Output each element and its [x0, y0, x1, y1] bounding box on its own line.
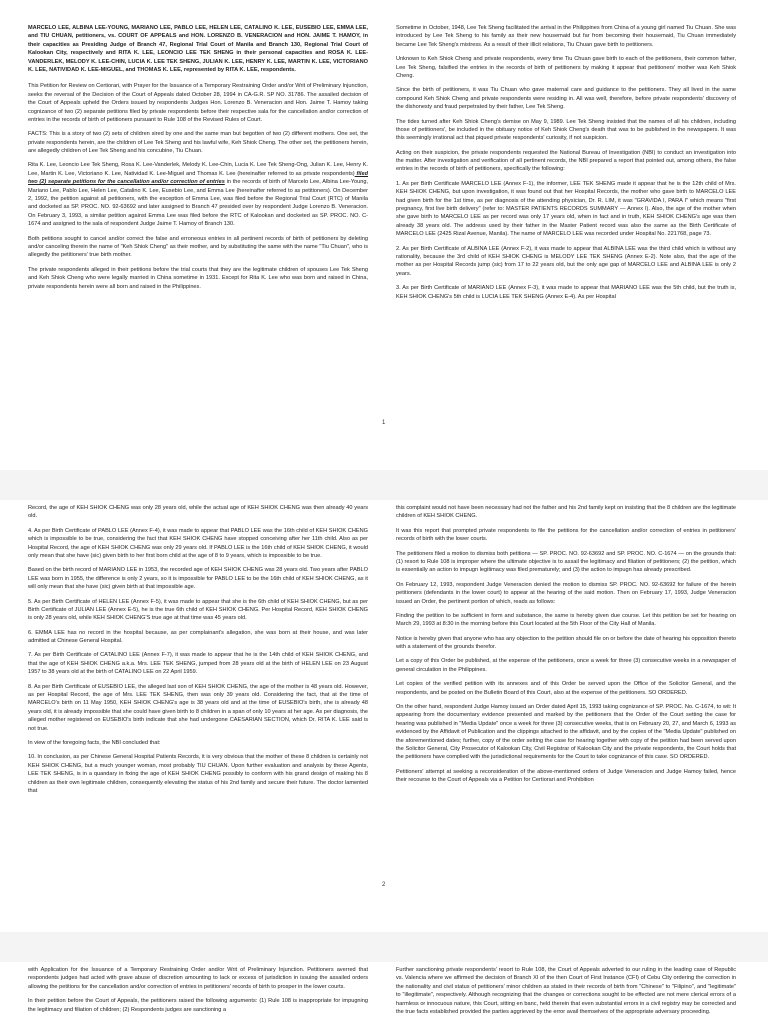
paragraph: 8. As per Birth Certificate of EUSEBIO LEE, the alleged last son of KEH SHIOK CHENG, the age of the mother is 48 years old. However, as per Hospital Record, the age of Mrs. LEE TEK SHENG, then was only 39 years old. Considering the fact, that at the time of MARCELO's birth on 11 May 1950, KEH SHIOK CHENG's age is 38 years old and at the time of EUSEBIO's birth, she is already 48 years old, it is already impossible that she could have given birth to 8 children in a span of only 10 years at her age. As per diagnosis, the alleged mother registered on EUSEBIO's birth indicate that she had undergone CAESARIAN SECTION, which Dr. RITA K. LEE said is not true.: [28, 683, 368, 732]
paragraph: It was this report that prompted private respondents to file the petitions for the cancellation and/or correction of entries in petitioners' records of birth with the lower courts.: [396, 527, 736, 543]
paragraph: 7. As per Birth Certificate of CATALINO LEE (Annex F-7), it was made to appear that he is the 14th child of KEH SHIOK CHENG, and that the age of KEH SHIOK CHENG a.k.a. Mrs. LEE TEK SHENG, jumped from 28 years old at the birth of HELEN LEE on 23 August 1957 to 38 years old at the birth of CATALINO LEE on 22 April 1959.: [28, 652, 368, 676]
paragraph: Petitioners' attempt at seeking a reconsideration of the above-mentioned orders of Judge Veneracion and Judge Hamoy failed, hence their recourse to the Court of Appeals via a Petition for Certiorari and Prohibition: [396, 768, 736, 784]
case-caption: MARCELO LEE, ALBINA LEE-YOUNG, MARIANO LEE, PABLO LEE, HELEN LEE, CATALINO K. LEE, EUSEBIO LEE, EMMA LEE, and TIU CHUAN, petitioners, vs. COURT OF APPEALS and HON. LORENZO B. VENERACION and HON. JAIME T. HAMOY, in their capacities as Presiding Judge of Branch 47, Regional Trial Court of Manila and Branch 130, Regional Trial Court of Kalookan City, respectively and RITA K. LEE, LEONCIO LEE TEK SHENG in their personal capacities and ROSA K. LEE-VANDERLEK, MELODY K. LEE-CHIN, LUCIA K. LEE TEK SHENG, JULIAN K. LEE, HENRY K. LEE, MARTIN K. LEE, VICTORIANO K. LEE, NATIVIDAD K. LEE-MIGUEL, and THOMAS K. LEE, represented by RITA K. LEE, respondents.: [28, 25, 368, 73]
paragraph: 2. As per Birth Certificate of ALBINA LEE (Annex F-2), it was made to appear that ALBINA LEE was the third child which is without any rationality, because the 3rd child of KEH SHIOK CHENG is MELODY LEE TEK SHENG (Annex E-2). Note also, that the age of the mother as per Hospital Records jump (sic) from 17 to 22 years old, but the only age gap of MARCELO LEE and ALBINA LEE is only 2 years.: [396, 245, 736, 277]
emphasized-text: filed two (2) separate petitions for the cancellation and/or correction of entries: [28, 170, 368, 186]
paragraph: The tides turned after Keh Shiok Cheng's demise on May 9, 1989. Lee Tek Sheng insisted that the names of all his children, including those of petitioners', be included in the obituary notice of Keh Shiok Cheng's death that was to be published in the newspapers. It was this seemingly irrational act that piqued private respondents' curiosity, if not suspicion.: [396, 118, 736, 142]
paragraph: Notice is hereby given that anyone who has any objection to the petition should file on or before the date of hearing his opposition thereto with a statement of the grounds therefor.: [396, 635, 736, 651]
paragraph: 4. As per Birth Certificate of PABLO LEE (Annex F-4), it was made to appear that PABLO LEE was the 16th child of KEH SHIOK CHENG which is impossible to be true, considering the fact that KEH SHIOK CHENG have stopped conceiving after her 11th child. Also as per Hospital Record, the age of KEH SHIOK CHENG was only 29 years old. If PABLO LEE is the 16th child of KEH SHIOK CHENG, it would only mean that she have (sic) given birth to her first born child at the age of 8 to 9 years, which is impossible to be true.: [28, 527, 368, 559]
paragraph: 6. EMMA LEE has no record in the hospital because, as per complainant's allegation, she was born at their house, and was later admitted at Chinese General Hospital.: [28, 629, 368, 645]
page-3-left-column: [28, 966, 368, 1020]
paragraph: In their petition before the Court of Appeals, the petitioners raised the following arguments: (1) Rule 108 is inappropriate for impugning the legitimacy and filiation of children; (2) Respondents judges are sanctioning a: [28, 998, 368, 1013]
paragraph: Record, the age of KEH SHIOK CHENG was only 28 years old, while the actual age of KEH SHIOK CHENG was then already 40 years old.: [28, 505, 368, 520]
paragraph: Finding the petition to be sufficient in form and substance, the same is hereby given due course. Let this petition be set for hearing on March 29, 1993 at 8:30 in the morning before this Court located at the 5th Floor of the City Hall of Manila.: [396, 612, 736, 628]
paragraph: Unknown to Keh Shiok Cheng and private respondents, every time Tiu Chuan gave birth to each of the petitioners, their common father, Lee Tek Sheng, falsified the entries in the records of birth of petitioners by making it appear that petitioners' mother was Keh Shiok Cheng.: [396, 56, 736, 79]
paragraph: Further sanctioning private respondents' resort to Rule 108, the Court of Appeals adverted to our ruling in the leading case of Republic vs. Valencia where we affirmed the decision of Branch XI of the then Court of First Instance (CFI) of Cebu City ordering the correction in the nationality and civil status of petitioners' minor children as stated in their records of birth from "Chinese" to "Filipino", and "legitimate" to "illegitimate", respectively. Although recognizing that the changes or corrections sought to be effected are not mere clerical errors of a harmless or innocuous nature, this Court, sitting en banc, held therein that even substantial errors in a civil registry may be corrected and the true facts established provided the parties aggrieved by the error avail themselves of the appropriate adversary proceeding.: [396, 967, 736, 1015]
paragraph: The private respondents alleged in their petitions before the trial courts that they are the legitimate children of spouses Lee Tek Sheng and Keh Shiok Cheng who were legally married in China sometime in 1931. Except for Rita K. Lee who was born and raised in China, private respondents herein were all born and raised in the Philippines.: [28, 266, 368, 290]
paragraph: 10. In conclusion, as per Chinese General Hospital Patients Records, it is very obvious that the mother of these 8 children is certainly not KEH SHIOK CHENG, but a much younger woman, most probably TIU CHUAN. Upon further evaluation and analysis by these Agents, LEE TEK SHENG, is in a quandary in fixing the age of KEH SHIOK CHENG possibly to conform with his grand design of making his 8 children as their own legitimate children, consequently elevating the status of his 2nd family and secure their future. The doctor lamented that: [28, 754, 368, 794]
paragraph: Both petitions sought to cancel and/or correct the false and erroneous entries in all pertinent records of birth of petitioners by deleting and/or canceling therein the name of "Keh Shiok Cheng" as their mother, and by substituting the same with the name "Tiu Chuan", who is allegedly the petitioners' true birth mother.: [28, 235, 368, 259]
page-separator: [0, 470, 768, 500]
page-2-left-column: [28, 504, 368, 801]
paragraph: 5. As per Birth Certificate of HELEN LEE (Annex F-5), it was made to appear that she is the 6th child of KEH SHIOK CHENG, but as per Birth Certificate of JULIAN LEE (Annex E-5), he is the true 6th child of KEH SHIOK CHENG. Per Hospital Record, KEH SHIOK CHENG is only 28 years old, while KEH SHIOK CHENG'S true age at that time was 45 years old.: [28, 598, 368, 622]
paragraph: Since the birth of petitioners, it was Tiu Chuan who gave maternal care and guidance to the petitioners. They all lived in the same compound Keh Shiok Cheng and private respondents were residing in. All was well, therefore, before private respondents' discovery of the dishonesty and fraud perpetrated by their father, Lee Tek Sheng.: [396, 87, 736, 111]
paragraph: this complaint would not have been necessary had not the father and his 2nd family kept on insisting that the 8 children are the legitimate children of KEH SHIOK CHENG.: [396, 505, 736, 520]
paragraph: On the other hand, respondent Judge Hamoy issued an Order dated April 15, 1993 taking cognizance of SP. PROC. No. C-1674, to wit: It appearing from the documentary evidence presented and marked by the petitioners that the Order of the Court setting the case for hearing was published in "Media Update" once a week for three (3) consecutive weeks, that is on February 20, 27, and March 6, 1993 as evidenced by the Affidavit of Publication and the clippings attached to the affidavit, and by the copies of the "Media Update" published on the aforementioned dates; further, copy of the order setting the case for hearing together with copy of the petition had been served upon the Solicitor General, City Prosecutor of Kalookan City, Civil Registrar of Kalookan City and the private respondents, the Court holds that the petitioners have complied with the jurisdictional requirements for the Court to take cognizance of this case. SO ORDERED.: [396, 704, 736, 761]
paragraph: This Petition for Review on Certiorari, with Prayer for the Issuance of a Temporary Restraining Order and/or Writ of Preliminary Injunction, seeks the reversal of the Decision of the Court of Appeals dated October 28, 1994 in CA-G.R. SP NO. 31786. The assailed decision of the Court of Appeals upheld the Orders issued by respondents Judges Hon. Lorenzo B. Veneracion and Hon. Jaime T. Hamoy taking cognizance of two (2) separate petitions filed by private respondents before their respective sala for the cancellation and/or correction of entries in the records of birth of petitioners pursuant to Rule 108 of the Revised Rules of Court.: [28, 83, 368, 123]
paragraph: On February 12, 1993, respondent Judge Veneracion denied the motion to dismiss SP. PROC. NO. 92-63692 for failure of the herein petitioners (defendants in the lower court) to appear at the hearing of the said motion. Then on February 17, 1993, Judge Veneracion issued an Order, the pertinent portion of which, reads as follows:: [396, 581, 736, 605]
paragraph: Sometime in October, 1948, Lee Tek Sheng facilitated the arrival in the Philippines from China of a young girl named Tiu Chuan. She was introduced by Lee Tek Sheng to his family as their new housemaid but far from becoming their housemaid, Tiu Chuan immediately became Lee Tek Sheng's mistress. As a result of their illicit relations, Tiu Chuan gave birth to petitioners.: [396, 25, 736, 48]
page-1-left-column: [28, 24, 368, 297]
page-1-right-column: [396, 24, 736, 307]
paragraph: with Application for the Issuance of a Temporary Restraining Order and/or Writ of Preliminary Injunction. Petitioners averred that respondents judges had acted with grave abuse of discretion amounting to lack or excess of jurisdiction in issuing the assailed orders allowing the petitions for the cancellation and/or correction of entries in petitioners' records of birth to prosper in the lower courts.: [28, 967, 368, 990]
page-3-right-column: [396, 966, 736, 1022]
paragraph: In view of the foregoing facts, the NBI concluded that:: [28, 739, 161, 746]
paragraph: Let a copy of this Order be published, at the expense of the petitioners, once a week for three (3) consecutive weeks in a newspaper of general circulation in the Philippines.: [396, 658, 736, 673]
page-2-right-column: [396, 504, 736, 791]
page-number: 1: [382, 420, 386, 426]
paragraph: FACTS: This is a story of two (2) sets of children sired by one and the same man but begotten of two (2) different mothers. One set, the private respondents herein, are the children of Lee Tek Sheng and his lawful wife, Keh Shiok Cheng. The other set, the petitioners herein, are allegedly children of Lee Tek Sheng and his concubine, Tiu Chuan.: [28, 131, 368, 155]
page-number: 2: [382, 882, 386, 888]
paragraph: 1. As per Birth Certificate MARCELO LEE (Annex F-1), the informer, LEE TEK SHENG made it appear that he is the 12th child of Mrs. KEH SHIOK CHENG, but upon investigation, it was found out that her Hospital Records, the mother who gave birth to MARCELO LEE had given birth for the 1st time, as per diagnosis of the attending physician, Dr. R. LIM, it was "GRAVIDA I, PARA I" which means "first pregnancy, first live birth delivery" (refer to: MASTER PATIENTS RECORDS SUMMARY — Annex I). Also, the age of the mother when she gave birth to MARCELO LEE as per record was only 17 years old, when in fact and in truth, KEH SHIOK CHENG's age was then already 38 years old. The address used by their father in the Master Patient record was also the same as the Birth Certificate of MARCELO LEE (2425 Rizal Avenue, Manila). The name of MARCELO LEE was recorded under Hospital No. 221768, page 73.: [396, 180, 736, 238]
paragraph: Let copies of the verified petition with its annexes and of this Order be served upon the Office of the Solicitor General, and the respondents, and be posted on the Bulletin Board of this Court, also at the expense of the petitioners. SO ORDERED.: [396, 681, 736, 696]
paragraph: Rita K. Lee, Leoncio Lee Tek Sheng, Rosa K. Lee-Vanderlek, Melody K. Lee-Chin, Lucia K. Lee Tek Sheng-Ong, Julian K. Lee, Henry K. Lee, Martin K. Lee, Victoriano K. Lee, Natividad K. Lee-Miguel and Thomas K. Lee (hereinafter referred to as private respondents) filed two (2) separate petitions for the cancellation and/or correction of entries in the records of birth of Marcelo Lee, Albina Lee-Young, Mariano Lee, Pablo Lee, Helen Lee, Catalino K. Lee, Eusebio Lee, and Emma Lee (hereinafter referred to as petitioners). On December 2, 1992, the petition against all petitioners, with the exception of Emma Lee, was filed before the Regional Trial Court (RTC) of Manila and docketed as SP. PROC. NO. 92-63692 and later assigned to Branch 47 presided over by respondent Judge Lorenzo B. Veneracion. On February 3, 1993, a similar petition against Emma Lee was filed before the RTC of Kalookan and docketed as SP. PROC. NO. C-1674 and assigned to the sala of respondent Judge Jaime T. Hamoy of Branch 130.: [28, 162, 368, 228]
paragraph: The petitioners filed a motion to dismiss both petitions — SP. PROC. NO. 92-63692 and SP. PROC. NO. C-1674 — on the grounds that: (1) resort to Rule 108 is improper where the ultimate objective is to assail the legitimacy and filiation of petitioners; (2) the petition, which is essentially an action to impugn legitimacy was filed prematurely; and (3) the action to impugn has already prescribed.: [396, 550, 736, 574]
paragraph: Acting on their suspicion, the private respondents requested the National Bureau of Investigation (NBI) to conduct an investigation into the matter. After investigation and verification of all pertinent records, the NBI prepared a report that pointed out, among others, the false entries in the records of birth of petitioners, specifically the following:: [396, 149, 736, 173]
paragraph: Based on the birth record of MARIANO LEE in 1953, the recorded age of KEH SHIOK CHENG was 28 years old. Two years after PABLO LEE was born in 1955, the difference is only 2 years, so it is impossible for PABLO LEE to be the 16th child of KEH SHIOK CHENG, as it will only mean that she have (sic) given birth at that impossible age.: [28, 567, 368, 591]
paragraph: 3. As per Birth Certificate of MARIANO LEE (Annex F-3), it was made to appear that MARIANO LEE was the 5th child, but the truth is, KEH SHIOK CHENG's 5th child is LUCIA LEE TEK SHENG (Annex E-4). As per Hospital: [396, 285, 736, 300]
page-separator: [0, 932, 768, 962]
